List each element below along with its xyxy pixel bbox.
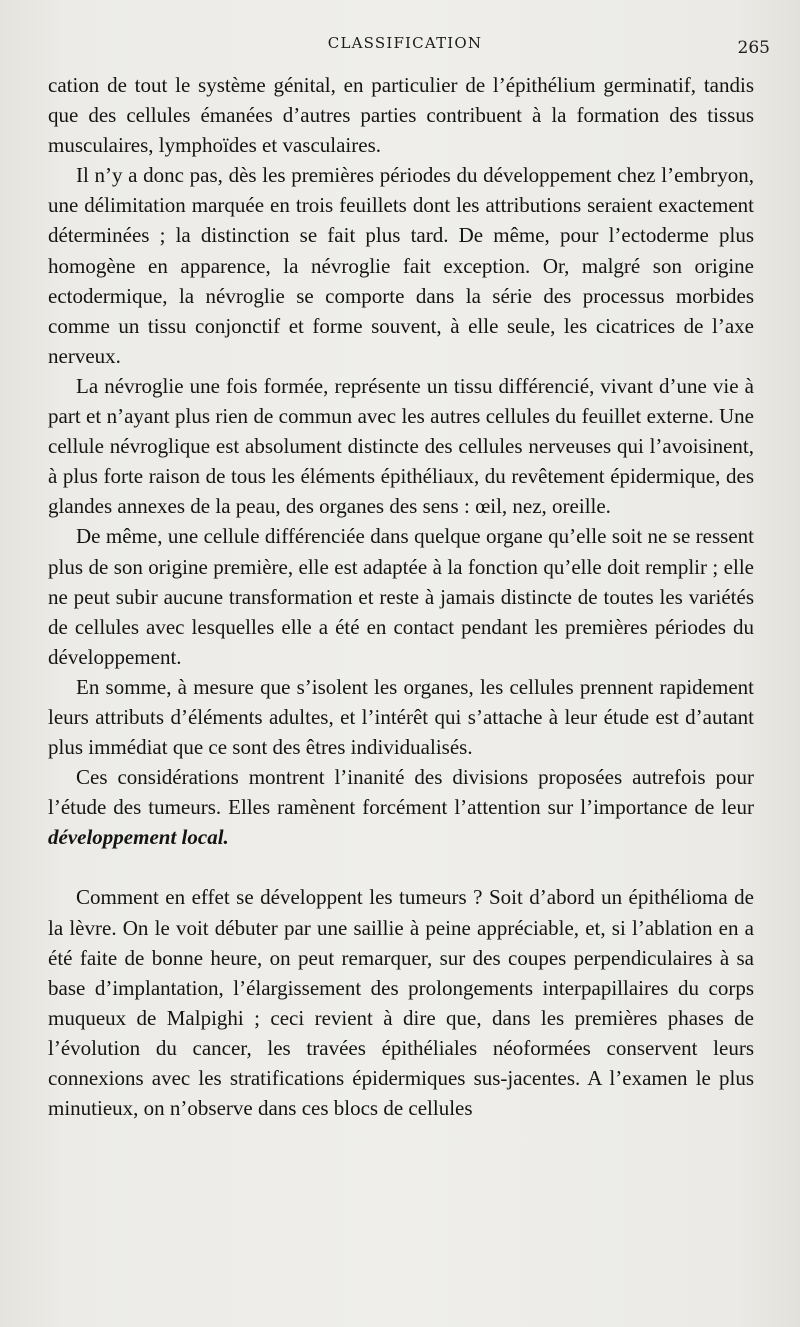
paragraph-considerations xyxy=(48,762,754,852)
paragraph-tumor-development: Comment en effet se développent les tumeurs ? Soit d’abord un épithélioma de la lèvre. On le voit débuter par une saillie à peine appréciable, et, si l’ablation en a été faite de bonne heure, on peut remarquer, sur des coupes perpendiculaires à sa base d’implantation, l’élargissement des prolongements interpapillaires du corps muqueux de Malpighi ; ceci revient à dire que, dans les premières phases de l’évolution du cancer, les travées épithéliales néoformées conservent leurs connexions avec les stratifications épidermiques sus-jacentes. A l’examen le plus minutieux, on n’observe dans ces blocs de cellules xyxy=(48,885,754,1121)
running-title: CLASSIFICATION xyxy=(327,34,483,52)
emphasis-local-development: développement local. xyxy=(48,825,229,850)
page-number: 265 xyxy=(737,38,770,58)
paragraph-neuroglia: La névroglie une fois formée, représente un tissu différencié, vivant d’une vie à part et n’ayant plus rien de commun avec les autres cellules du feuillet externe. Une cellule névroglique est absolument distincte des cellules nerveuses qui l’avoisinent, à plus forte raison de tous les éléments épithéliaux, du revêtement épidermique, des glandes annexes de la peau, des organes des sens : œil, nez, oreille. xyxy=(48,373,754,519)
paragraph-embryo-layers: Il n’y a donc pas, dès les premières périodes du développement chez l’embryon, une délimitation marquée en trois feuillets dont les attributions seraient exactement déterminées ; la distinction se fait plus tard. De même, pour l’ectoderme plus homogène en apparence, la névroglie fait exception. Or, malgré son origine ectodermique, la névroglie se comporte dans la série des processus morbides comme un tissu conjonctif et forme souvent, à elle seule, les cicatrices de l’axe nerveux. xyxy=(48,163,754,368)
paragraph-differentiated-cell: De même, une cellule différenciée dans quelque organe qu’elle soit ne se ressent plus de son origine première, elle est adaptée à la fonction qu’elle doit remplir ; elle ne peut subir aucune transformation et reste à jamais distincte de toutes les variétés de cellules avec lesquelles elle a été en contact pendant les premières périodes du développement. xyxy=(48,524,754,669)
page-header xyxy=(40,30,770,60)
body-text xyxy=(48,70,754,1123)
considerations-text: Ces considérations montrent l’inanité des divisions proposées autrefois pour l’étude des tumeurs. Elles ramènent forcément l’attention sur l’importance de leur xyxy=(48,765,754,820)
paragraph-summary: En somme, à mesure que s’isolent les organes, les cellules prennent rapidement leurs attributs d’éléments adultes, et l’intérêt qui s’attache à leur étude est d’autant plus immédiat que ce sont des êtres individualisés. xyxy=(48,674,754,760)
paragraph-continuation: cation de tout le système génital, en particulier de l’épithélium germinatif, tandis que des cellules émanées d’autres parties contribuent à la formation des tissus musculaires, lymphoïdes et vasculaires. xyxy=(48,73,754,158)
